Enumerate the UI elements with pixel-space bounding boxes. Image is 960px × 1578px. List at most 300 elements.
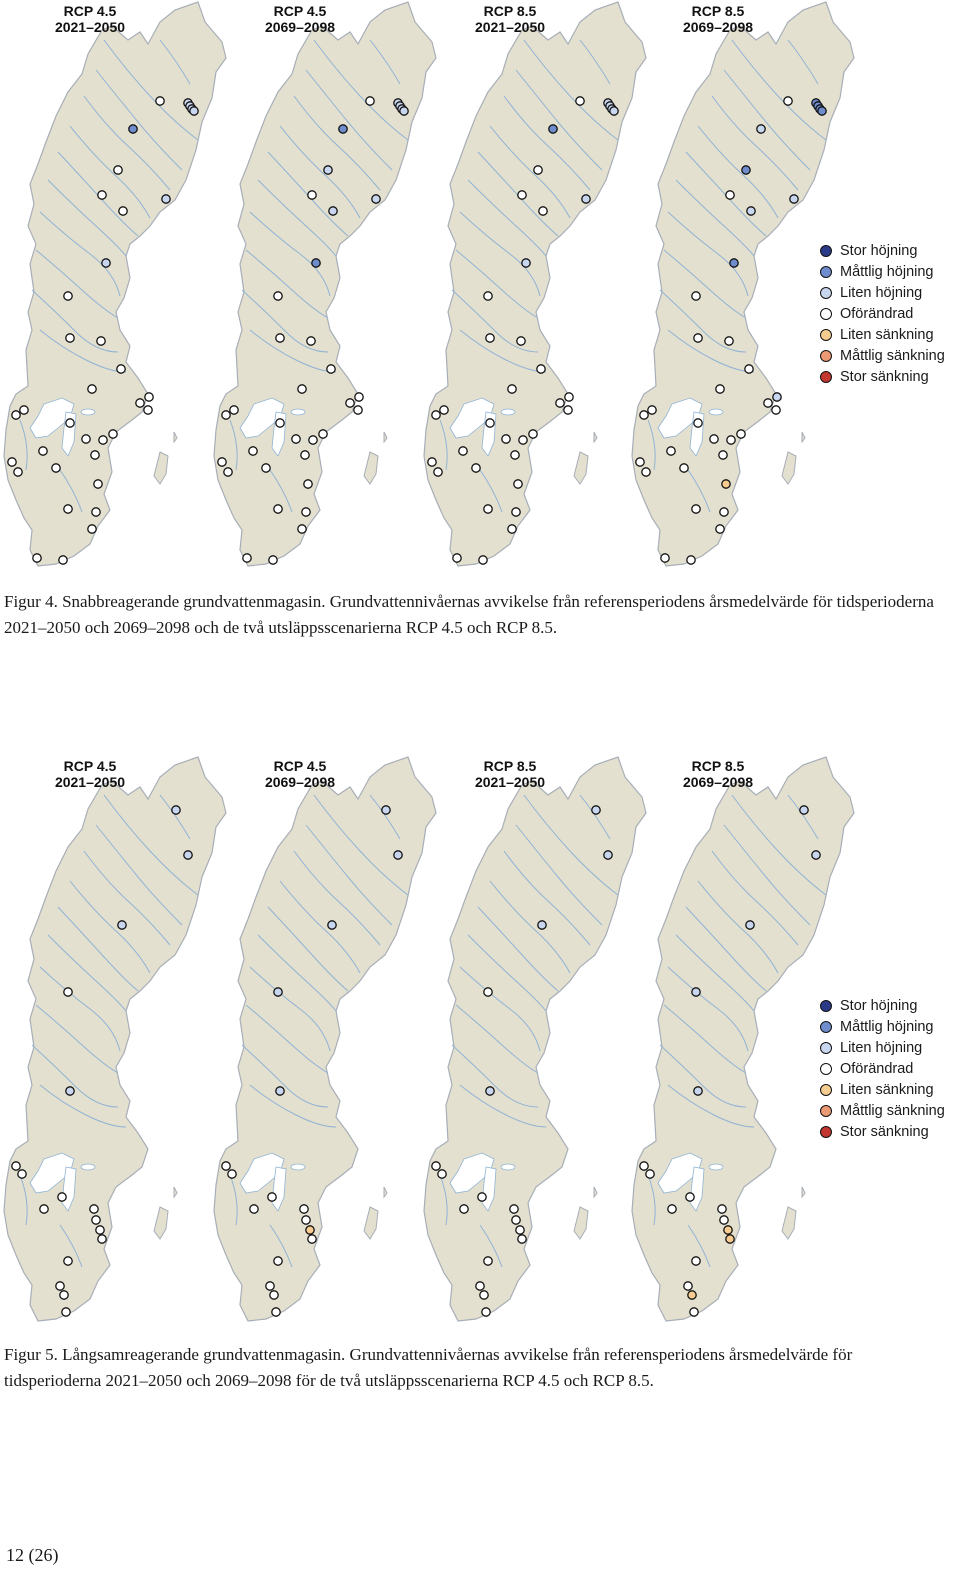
legend-label: Måttlig sänkning <box>840 1102 945 1119</box>
station-marker <box>646 1170 654 1178</box>
station-marker <box>812 851 820 859</box>
gotland-island <box>154 1207 168 1239</box>
station-marker <box>98 1235 106 1243</box>
station-marker <box>394 851 402 859</box>
station-marker <box>274 292 282 300</box>
legend-item <box>820 261 960 282</box>
station-marker <box>88 525 96 533</box>
station-marker <box>730 259 738 267</box>
station-marker <box>648 406 656 414</box>
station-marker <box>720 508 728 516</box>
station-marker <box>327 365 335 373</box>
station-marker <box>480 1291 488 1299</box>
station-marker <box>301 451 309 459</box>
map-panel-rcp85-2021 <box>420 0 650 570</box>
legend <box>820 995 960 1142</box>
station-marker <box>512 1216 520 1224</box>
panel-period: 2021–2050 <box>474 19 546 35</box>
station-marker <box>40 1205 48 1213</box>
legend-label: Stor höjning <box>840 997 918 1014</box>
station-marker <box>764 399 772 407</box>
panel-scenario: RCP 8.5 <box>483 3 537 19</box>
station-marker <box>790 195 798 203</box>
station-marker <box>718 1205 726 1213</box>
gotland-island <box>782 1207 796 1239</box>
station-marker <box>692 292 700 300</box>
station-marker <box>18 1170 26 1178</box>
legend-item <box>820 1016 960 1037</box>
legend <box>820 240 960 387</box>
station-marker <box>484 1257 492 1265</box>
station-marker <box>308 1235 316 1243</box>
station-marker <box>522 259 530 267</box>
station-marker <box>276 419 284 427</box>
station-marker <box>184 851 192 859</box>
station-marker <box>64 505 72 513</box>
station-marker <box>667 447 675 455</box>
station-marker <box>306 1226 314 1234</box>
station-marker <box>484 505 492 513</box>
station-marker <box>428 458 436 466</box>
station-marker <box>92 1216 100 1224</box>
legend-label: Stor sänkning <box>840 368 929 385</box>
page-number: 12 (26) <box>6 1545 59 1565</box>
gotland-island <box>364 1207 378 1239</box>
figure-4-caption: Figur 4. Snabbreagerande grundvattenmagasin. Grundvattennivåernas avvikelse från referensperiodens årsmedelvärde för tidsperioderna 2021–2050 och 2069–2098 och de två utsläppsscenarierna RCP 4.5 och RCP 8.5. <box>4 592 934 637</box>
station-marker <box>59 556 67 564</box>
station-marker <box>773 393 781 401</box>
station-marker <box>274 1257 282 1265</box>
panel-period: 2069–2098 <box>682 774 754 790</box>
station-marker <box>640 411 648 419</box>
legend-dot-icon <box>820 350 832 362</box>
station-marker <box>276 1087 284 1095</box>
figure-5 <box>0 755 960 1325</box>
legend-item <box>820 1058 960 1079</box>
station-marker <box>268 1193 276 1201</box>
station-marker <box>64 988 72 996</box>
station-marker <box>58 1193 66 1201</box>
station-marker <box>309 436 317 444</box>
station-marker <box>52 464 60 472</box>
station-marker <box>549 125 557 133</box>
station-marker <box>129 125 137 133</box>
station-marker <box>694 419 702 427</box>
legend-label: Liten höjning <box>840 1039 923 1056</box>
station-marker <box>276 334 284 342</box>
station-marker <box>118 921 126 929</box>
station-marker <box>722 480 730 488</box>
station-marker <box>719 451 727 459</box>
sweden-map <box>210 0 440 570</box>
station-marker <box>460 1205 468 1213</box>
station-marker <box>144 406 152 414</box>
station-marker <box>510 1205 518 1213</box>
station-marker <box>534 166 542 174</box>
station-marker <box>91 451 99 459</box>
gotland-island <box>364 452 378 484</box>
station-marker <box>60 1291 68 1299</box>
station-marker <box>366 97 374 105</box>
station-marker <box>592 806 600 814</box>
station-marker <box>516 1226 524 1234</box>
station-marker <box>20 406 28 414</box>
sweden-map <box>0 0 230 570</box>
station-marker <box>62 1308 70 1316</box>
legend-item <box>820 303 960 324</box>
station-marker <box>511 451 519 459</box>
station-marker <box>716 385 724 393</box>
station-marker <box>432 411 440 419</box>
legend-item <box>820 282 960 303</box>
panel-period: 2021–2050 <box>474 774 546 790</box>
station-marker <box>508 525 516 533</box>
station-marker <box>772 406 780 414</box>
station-marker <box>96 1226 104 1234</box>
oland-island <box>384 432 387 442</box>
legend-dot-icon <box>820 1000 832 1012</box>
legend-dot-icon <box>820 1063 832 1075</box>
legend-item <box>820 324 960 345</box>
station-marker <box>800 806 808 814</box>
legend-dot-icon <box>820 1084 832 1096</box>
station-marker <box>249 447 257 455</box>
station-marker <box>272 1308 280 1316</box>
station-marker <box>230 406 238 414</box>
station-marker <box>64 1257 72 1265</box>
station-marker <box>687 556 695 564</box>
station-marker <box>56 1282 64 1290</box>
legend-item <box>820 995 960 1016</box>
station-marker <box>556 399 564 407</box>
station-marker <box>576 97 584 105</box>
legend-dot-icon <box>820 266 832 278</box>
panel-period: 2021–2050 <box>54 19 126 35</box>
station-marker <box>604 851 612 859</box>
station-marker <box>680 464 688 472</box>
station-marker <box>720 1216 728 1224</box>
legend-item <box>820 1037 960 1058</box>
station-marker <box>300 1205 308 1213</box>
station-marker <box>8 458 16 466</box>
station-marker <box>512 508 520 516</box>
station-marker <box>517 337 525 345</box>
station-marker <box>222 1162 230 1170</box>
station-marker <box>329 207 337 215</box>
station-marker <box>459 447 467 455</box>
sweden-map <box>420 0 650 570</box>
oland-island <box>594 1187 597 1197</box>
station-marker <box>486 419 494 427</box>
panel-scenario: RCP 8.5 <box>483 758 537 774</box>
panel-period: 2069–2098 <box>264 774 336 790</box>
sweden-land <box>4 757 226 1321</box>
station-marker <box>537 365 545 373</box>
map-panel-rcp45-2069 <box>210 755 440 1325</box>
station-marker <box>346 399 354 407</box>
station-marker <box>400 107 408 115</box>
station-marker <box>298 385 306 393</box>
station-marker <box>190 107 198 115</box>
station-marker <box>453 554 461 562</box>
station-marker <box>266 1282 274 1290</box>
panel-scenario: RCP 8.5 <box>691 758 745 774</box>
station-marker <box>117 365 125 373</box>
station-marker <box>328 921 336 929</box>
station-marker <box>39 447 47 455</box>
figure-4 <box>0 0 960 570</box>
station-marker <box>486 1087 494 1095</box>
station-marker <box>582 195 590 203</box>
legend-dot-icon <box>820 1021 832 1033</box>
station-marker <box>136 399 144 407</box>
legend-item <box>820 1100 960 1121</box>
figure-5-caption: Figur 5. Långsamreagerande grundvattenmagasin. Grundvattennivåernas avvikelse från referensperiodens årsmedelvärde för tidsperioderna 2021–2050 och 2069–2098 för de två utsläppsscenarierna RCP 4.5 och RCP 8.5. <box>4 1345 853 1390</box>
station-marker <box>102 259 110 267</box>
sweden-land <box>4 2 226 566</box>
station-marker <box>269 556 277 564</box>
station-marker <box>692 505 700 513</box>
sweden-land <box>424 757 646 1321</box>
station-marker <box>668 1205 676 1213</box>
map-panel-rcp45-2021 <box>0 0 230 570</box>
station-marker <box>222 411 230 419</box>
oland-island <box>174 432 177 442</box>
station-marker <box>640 1162 648 1170</box>
legend-dot-icon <box>820 287 832 299</box>
station-marker <box>292 435 300 443</box>
station-marker <box>82 435 90 443</box>
station-marker <box>710 435 718 443</box>
legend-item <box>820 366 960 387</box>
legend-item <box>820 240 960 261</box>
panel-scenario: RCP 4.5 <box>63 3 117 19</box>
station-marker <box>98 191 106 199</box>
station-marker <box>12 1162 20 1170</box>
panel-scenario: RCP 8.5 <box>691 3 745 19</box>
station-marker <box>319 430 327 438</box>
station-marker <box>694 334 702 342</box>
station-marker <box>372 195 380 203</box>
panel-period: 2069–2098 <box>682 19 754 35</box>
station-marker <box>610 107 618 115</box>
station-marker <box>298 525 306 533</box>
station-marker <box>727 436 735 444</box>
station-marker <box>784 97 792 105</box>
station-marker <box>692 988 700 996</box>
legend-dot-icon <box>820 245 832 257</box>
station-marker <box>438 1170 446 1178</box>
legend-item <box>820 1121 960 1142</box>
legend-label: Måttlig höjning <box>840 263 934 280</box>
legend-label: Oförändrad <box>840 1060 914 1077</box>
sweden-map <box>210 755 440 1325</box>
lake <box>709 1164 723 1170</box>
station-marker <box>109 430 117 438</box>
station-marker <box>482 1308 490 1316</box>
station-marker <box>432 1162 440 1170</box>
legend-item <box>820 1079 960 1100</box>
station-marker <box>97 337 105 345</box>
station-marker <box>434 468 442 476</box>
station-marker <box>747 207 755 215</box>
station-marker <box>818 107 826 115</box>
station-marker <box>339 125 347 133</box>
station-marker <box>529 430 537 438</box>
station-marker <box>312 259 320 267</box>
station-marker <box>726 1235 734 1243</box>
legend-label: Stor höjning <box>840 242 918 259</box>
lake <box>291 1164 305 1170</box>
station-marker <box>692 1257 700 1265</box>
station-marker <box>308 191 316 199</box>
station-marker <box>99 436 107 444</box>
station-marker <box>90 1205 98 1213</box>
station-marker <box>355 393 363 401</box>
oland-island <box>174 1187 177 1197</box>
gotland-island <box>782 452 796 484</box>
lake <box>501 409 515 415</box>
station-marker <box>479 556 487 564</box>
station-marker <box>66 1087 74 1095</box>
station-marker <box>539 207 547 215</box>
oland-island <box>802 432 805 442</box>
station-marker <box>716 525 724 533</box>
station-marker <box>302 1216 310 1224</box>
legend-label: Oförändrad <box>840 305 914 322</box>
station-marker <box>686 1193 694 1201</box>
legend-label: Liten höjning <box>840 284 923 301</box>
lake <box>291 409 305 415</box>
station-marker <box>94 480 102 488</box>
station-marker <box>218 458 226 466</box>
legend-item <box>820 345 960 366</box>
sweden-land <box>424 2 646 566</box>
legend-label: Liten sänkning <box>840 326 934 343</box>
gotland-island <box>574 452 588 484</box>
panel-period: 2069–2098 <box>264 19 336 35</box>
station-marker <box>304 480 312 488</box>
legend-dot-icon <box>820 1042 832 1054</box>
station-marker <box>725 337 733 345</box>
legend-label: Stor sänkning <box>840 1123 929 1140</box>
map-panel-rcp85-2021 <box>420 755 650 1325</box>
station-marker <box>564 406 572 414</box>
map-panel-rcp45-2021 <box>0 755 230 1325</box>
station-marker <box>514 480 522 488</box>
legend-dot-icon <box>820 1126 832 1138</box>
station-marker <box>642 468 650 476</box>
map-panel-rcp45-2069 <box>210 0 440 570</box>
station-marker <box>382 806 390 814</box>
legend-dot-icon <box>820 308 832 320</box>
station-marker <box>694 1087 702 1095</box>
lake <box>709 409 723 415</box>
station-marker <box>64 292 72 300</box>
station-marker <box>12 411 20 419</box>
station-marker <box>274 505 282 513</box>
station-marker <box>307 337 315 345</box>
station-marker <box>690 1308 698 1316</box>
station-marker <box>636 458 644 466</box>
station-marker <box>156 97 164 105</box>
lake <box>501 1164 515 1170</box>
station-marker <box>66 419 74 427</box>
sweden-land <box>214 757 436 1321</box>
sweden-land <box>214 2 436 566</box>
panel-scenario: RCP 4.5 <box>273 3 327 19</box>
lake <box>81 409 95 415</box>
sweden-map <box>0 755 230 1325</box>
station-marker <box>726 191 734 199</box>
legend-dot-icon <box>820 371 832 383</box>
station-marker <box>354 406 362 414</box>
station-marker <box>737 430 745 438</box>
station-marker <box>119 207 127 215</box>
station-marker <box>745 365 753 373</box>
station-marker <box>724 1226 732 1234</box>
station-marker <box>145 393 153 401</box>
station-marker <box>33 554 41 562</box>
station-marker <box>92 508 100 516</box>
legend-label: Liten sänkning <box>840 1081 934 1098</box>
station-marker <box>324 166 332 174</box>
station-marker <box>476 1282 484 1290</box>
station-marker <box>66 334 74 342</box>
panel-scenario: RCP 4.5 <box>273 758 327 774</box>
station-marker <box>262 464 270 472</box>
station-marker <box>478 1193 486 1201</box>
station-marker <box>502 435 510 443</box>
station-marker <box>162 195 170 203</box>
legend-label: Måttlig sänkning <box>840 347 945 364</box>
station-marker <box>224 468 232 476</box>
station-marker <box>742 166 750 174</box>
gotland-island <box>574 1207 588 1239</box>
oland-island <box>594 432 597 442</box>
station-marker <box>243 554 251 562</box>
station-marker <box>270 1291 278 1299</box>
station-marker <box>684 1282 692 1290</box>
station-marker <box>565 393 573 401</box>
station-marker <box>746 921 754 929</box>
station-marker <box>484 292 492 300</box>
station-marker <box>538 921 546 929</box>
legend-dot-icon <box>820 329 832 341</box>
station-marker <box>486 334 494 342</box>
station-marker <box>114 166 122 174</box>
panel-period: 2021–2050 <box>54 774 126 790</box>
legend-dot-icon <box>820 1105 832 1117</box>
station-marker <box>250 1205 258 1213</box>
station-marker <box>228 1170 236 1178</box>
station-marker <box>519 436 527 444</box>
legend-label: Måttlig höjning <box>840 1018 934 1035</box>
station-marker <box>518 1235 526 1243</box>
station-marker <box>88 385 96 393</box>
station-marker <box>440 406 448 414</box>
station-marker <box>757 125 765 133</box>
station-marker <box>172 806 180 814</box>
lake <box>81 1164 95 1170</box>
station-marker <box>274 988 282 996</box>
station-marker <box>508 385 516 393</box>
oland-island <box>802 1187 805 1197</box>
sweden-map <box>420 755 650 1325</box>
station-marker <box>14 468 22 476</box>
gotland-island <box>154 452 168 484</box>
oland-island <box>384 1187 387 1197</box>
